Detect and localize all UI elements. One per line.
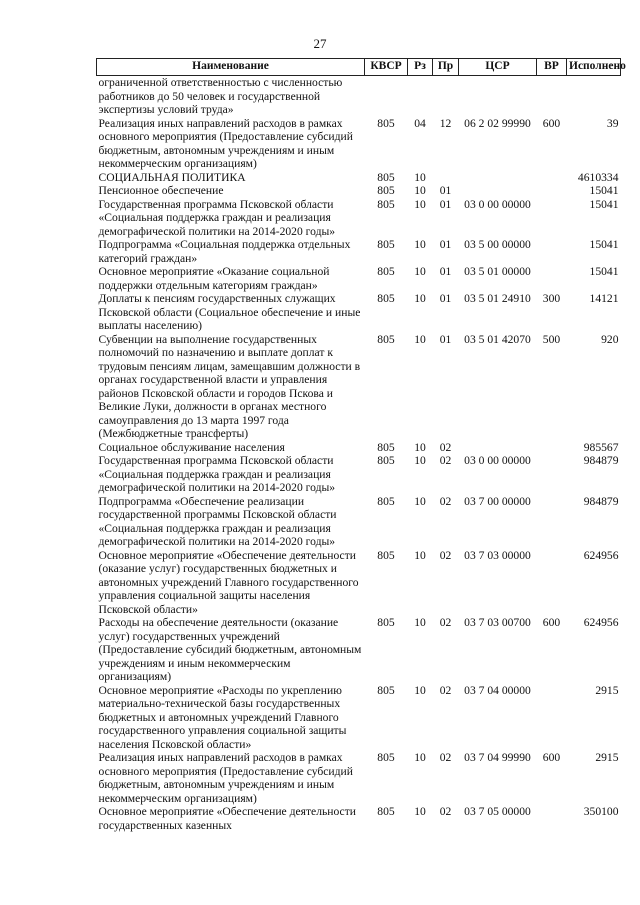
row-kvsr: 805 xyxy=(377,197,395,211)
row-rz: 10 xyxy=(414,454,426,467)
row-pr: 02 xyxy=(439,440,452,454)
row-rz: 10 xyxy=(414,238,426,251)
row-pr: 02 xyxy=(439,683,452,697)
row-vr: 300 xyxy=(542,292,561,305)
row-kvsr: 805 xyxy=(377,292,395,305)
row-pr: 02 xyxy=(439,616,452,629)
table-row xyxy=(97,684,621,752)
row-vr: 600 xyxy=(542,751,561,764)
row-name: Государственная программа Псковской области «Социальная поддержка граждан и реализация демографической политики на 2014-2020 годы» xyxy=(98,197,336,238)
row-sum: 15041 xyxy=(589,238,619,251)
row-kvsr: 805 xyxy=(377,548,395,562)
row-vr xyxy=(537,265,567,292)
row-name: Социальное обслуживание населения xyxy=(98,440,285,454)
row-rz: 10 xyxy=(414,292,426,305)
row-csr xyxy=(459,76,537,117)
row-name: СОЦИАЛЬНАЯ ПОЛИТИКА xyxy=(98,170,246,184)
row-rz: 10 xyxy=(414,616,426,629)
row-rz: 10 xyxy=(414,440,426,454)
table-row xyxy=(97,184,621,198)
row-csr: 03 0 00 00000 xyxy=(464,454,531,467)
row-csr: 03 7 04 00000 xyxy=(464,683,531,697)
table-row xyxy=(97,76,621,117)
row-rz: 10 xyxy=(414,197,426,211)
row-pr: 01 xyxy=(439,292,452,305)
row-pr: 02 xyxy=(439,454,452,467)
row-csr: 03 5 01 00000 xyxy=(464,265,531,278)
table-row xyxy=(97,198,621,239)
row-sum: 624956 xyxy=(583,616,619,629)
row-kvsr: 805 xyxy=(377,751,395,764)
row-kvsr: 805 xyxy=(377,170,395,184)
table-row xyxy=(97,117,621,171)
row-vr xyxy=(537,198,567,239)
row-csr: 03 7 00 00000 xyxy=(464,494,531,508)
row-pr xyxy=(433,171,459,185)
table-row xyxy=(97,549,621,617)
row-sum: 15041 xyxy=(589,184,619,197)
header-sum: Исполнено xyxy=(567,59,621,76)
row-kvsr: 805 xyxy=(377,805,395,818)
row-name: Основное мероприятие «Обеспечение деятельности (оказание услуг) государственных бюджетных и автономных учреждений Главного государственного управления социальной защиты населения Псковской области» xyxy=(98,548,359,616)
row-pr: 12 xyxy=(439,116,452,130)
row-name: Подпрограмма «Обеспечение реализации государственной программы Псковской области «Социальная поддержка граждан и реализация демографической политики на 2014-2020 годы» xyxy=(98,494,337,548)
row-rz: 10 xyxy=(414,265,426,278)
row-vr xyxy=(537,76,567,117)
row-vr xyxy=(537,184,567,198)
row-kvsr xyxy=(365,76,408,117)
row-rz: 10 xyxy=(414,494,426,508)
row-vr: 600 xyxy=(542,616,561,629)
row-sum xyxy=(567,76,621,117)
table-row xyxy=(97,292,621,333)
row-vr xyxy=(537,684,567,752)
row-kvsr: 805 xyxy=(377,116,395,130)
row-vr xyxy=(537,549,567,617)
row-vr xyxy=(537,454,567,495)
header-pr: Пр xyxy=(433,59,459,76)
row-csr xyxy=(459,441,537,455)
row-pr xyxy=(433,76,459,117)
row-sum: 39 xyxy=(606,116,619,130)
table-row xyxy=(97,441,621,455)
row-pr: 02 xyxy=(439,548,452,562)
row-kvsr: 805 xyxy=(377,454,395,467)
row-rz: 10 xyxy=(414,184,426,197)
row-name: Доплаты к пенсиям государственных служащих Псковской области (Социальное обеспечение и иные выплаты населению) xyxy=(98,292,361,332)
row-csr: 06 2 02 99990 xyxy=(464,116,531,130)
row-pr: 01 xyxy=(439,332,452,346)
row-vr: 500 xyxy=(542,332,561,346)
row-rz: 04 xyxy=(414,116,426,130)
row-csr xyxy=(459,184,537,198)
table-row xyxy=(97,265,621,292)
row-vr xyxy=(537,441,567,455)
row-vr: 600 xyxy=(542,116,561,130)
row-pr: 02 xyxy=(439,751,452,764)
row-sum: 15041 xyxy=(589,265,619,278)
budget-table xyxy=(96,58,626,832)
table-header-row xyxy=(97,59,621,76)
table-row xyxy=(97,454,621,495)
row-name: Расходы на обеспечение деятельности (оказание услуг) государственных учреждений (Предоставление субсидий бюджетным, автономным учреждениям и иным некоммерческим организациям) xyxy=(98,616,362,683)
header-kvsr: КВСР xyxy=(365,59,408,76)
table-row xyxy=(97,495,621,549)
row-rz: 10 xyxy=(414,332,426,346)
row-sum: 984879 xyxy=(583,494,619,508)
header-csr: ЦСР xyxy=(459,59,537,76)
row-kvsr: 805 xyxy=(377,494,395,508)
row-rz: 10 xyxy=(414,548,426,562)
row-kvsr: 805 xyxy=(377,683,395,697)
row-csr: 03 5 01 24910 xyxy=(464,292,531,305)
row-name: Подпрограмма «Социальная поддержка отдельных категорий граждан» xyxy=(98,238,351,265)
row-vr xyxy=(537,238,567,265)
row-csr xyxy=(459,171,537,185)
row-kvsr: 805 xyxy=(377,332,395,346)
row-csr: 03 0 00 00000 xyxy=(464,197,531,211)
row-kvsr: 805 xyxy=(377,238,395,251)
table-row xyxy=(97,805,621,832)
row-kvsr: 805 xyxy=(377,265,395,278)
row-vr xyxy=(537,495,567,549)
row-rz: 10 xyxy=(414,805,426,818)
row-name: Реализация иных направлений расходов в рамках основного мероприятия (Предоставление субсидий бюджетным, автономным учреждениям и иным некоммерческим организациям) xyxy=(98,116,353,170)
row-name: Основное мероприятие «Расходы по укреплению материально-технической базы государственных бюджетных и автономных учреждений Главного государственного управления социальной защиты населения Псковской области» xyxy=(98,683,347,751)
row-name: Основное мероприятие «Оказание социальной поддержки отдельным категориям граждан» xyxy=(98,265,330,292)
row-sum: 2915 xyxy=(595,683,619,697)
row-pr: 01 xyxy=(439,184,452,197)
row-csr: 03 5 00 00000 xyxy=(464,238,531,251)
row-name: Государственная программа Псковской области «Социальная поддержка граждан и реализация демографической политики на 2014-2020 годы» xyxy=(98,454,336,494)
row-name: Пенсионное обеспечение xyxy=(98,184,224,197)
row-sum: 14121 xyxy=(589,292,619,305)
row-name: Основное мероприятие «Обеспечение деятельности государственных казенных xyxy=(98,805,356,832)
row-rz xyxy=(408,76,433,117)
row-pr: 01 xyxy=(439,197,452,211)
row-kvsr: 805 xyxy=(377,616,395,629)
row-pr: 01 xyxy=(439,238,452,251)
row-sum: 984879 xyxy=(583,454,619,467)
row-sum: 4610334 xyxy=(577,170,619,184)
table-row xyxy=(97,333,621,441)
row-name: Реализация иных направлений расходов в рамках основного мероприятия (Предоставление субсидий бюджетным, автономным учреждениям и иным некоммерческим организациям) xyxy=(98,751,353,805)
row-csr: 03 7 03 00000 xyxy=(464,548,531,562)
header-rz: Рз xyxy=(408,59,433,76)
row-csr: 03 7 05 00000 xyxy=(464,805,531,818)
row-rz: 10 xyxy=(414,751,426,764)
page-number: 27 xyxy=(313,36,327,51)
row-pr: 01 xyxy=(439,265,452,278)
row-pr: 02 xyxy=(439,805,452,818)
row-sum: 985567 xyxy=(583,440,619,454)
row-rz: 10 xyxy=(414,683,426,697)
row-sum: 920 xyxy=(601,332,619,346)
row-vr xyxy=(537,805,567,832)
row-kvsr: 805 xyxy=(377,440,395,454)
table-row xyxy=(97,616,621,684)
row-vr xyxy=(537,171,567,185)
header-vr: ВР xyxy=(537,59,567,76)
row-rz: 10 xyxy=(414,170,426,184)
row-kvsr: 805 xyxy=(377,184,395,197)
row-name: Субвенции на выполнение государственных полномочий по назначению и выплате доплат к трудовым пенсиям лицам, замещавшим должности в органах государственной власти и управления районов Псковской области и городов Пскова и Великие Луки, должности в органах местного самоуправления до 13 марта 1997 года (Межбюджетные трансферты) xyxy=(98,332,361,440)
row-sum: 624956 xyxy=(583,548,619,562)
table-row xyxy=(97,171,621,185)
header-name: Наименование xyxy=(97,59,365,76)
row-sum: 2915 xyxy=(595,751,619,764)
row-pr: 02 xyxy=(439,494,452,508)
row-name: ограниченной ответственностью с численностью работников до 50 человек и государственной экспертизы условий труда» xyxy=(98,76,343,116)
row-sum: 350100 xyxy=(583,805,619,818)
row-csr: 03 7 04 99990 xyxy=(464,751,531,764)
table-row xyxy=(97,751,621,805)
row-csr: 03 5 01 42070 xyxy=(464,332,531,346)
table-row xyxy=(97,238,621,265)
row-sum: 15041 xyxy=(589,197,619,211)
row-csr: 03 7 03 00700 xyxy=(464,616,531,629)
